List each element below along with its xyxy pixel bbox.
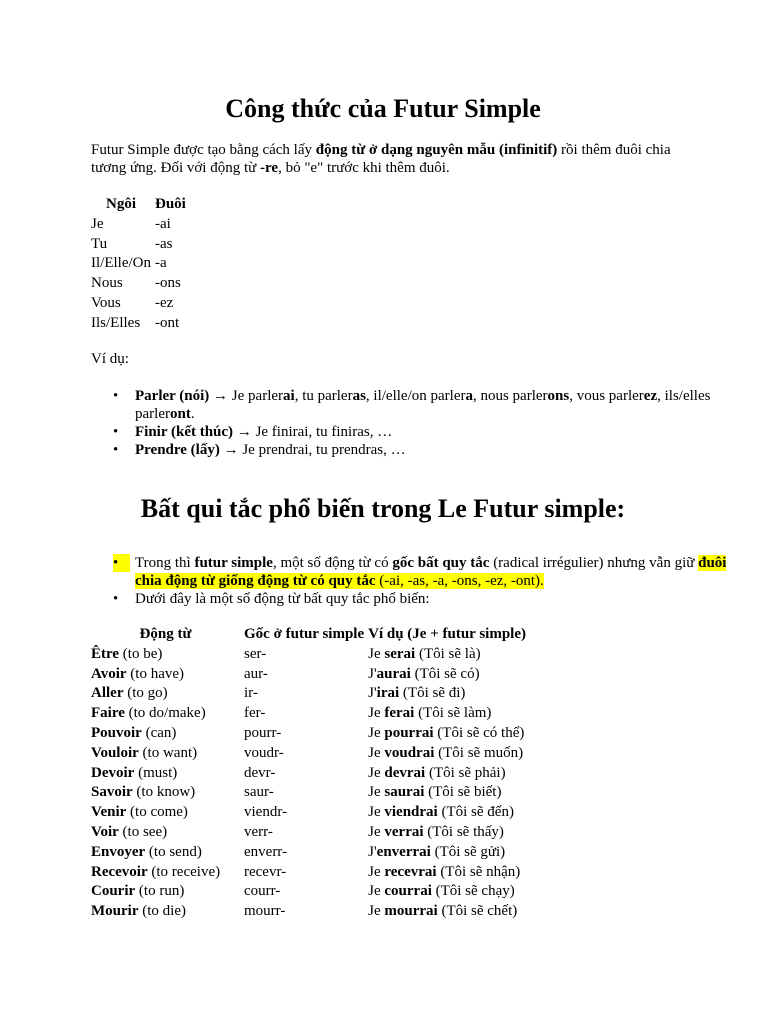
stem-cell: saur- (244, 784, 274, 801)
vietnamese-meaning: (Tôi sẽ chết) (437, 903, 518, 920)
verb-cell (89, 665, 242, 685)
table-row (89, 783, 528, 803)
verb-translation: (to be) (119, 645, 163, 662)
stem-cell: verr- (244, 823, 273, 840)
irregular-header-row (89, 625, 528, 645)
verb-infinitive: Courir (91, 883, 136, 900)
future-form: devrai (384, 764, 426, 781)
stem-cell: fer- (244, 705, 266, 722)
intro-text-3: , bỏ "e" trước khi thêm đuôi. (278, 160, 450, 176)
table-row (89, 314, 188, 334)
conjugated-ending: ont (169, 406, 191, 422)
period: . (190, 406, 195, 422)
verb-infinitive: Recevoir (91, 863, 148, 880)
table-row (89, 843, 528, 863)
verb-infinitive: Voir (91, 823, 119, 840)
pronoun: Je (368, 724, 385, 741)
pronoun: Je (368, 823, 385, 840)
future-form: serai (384, 645, 416, 662)
rule-text: , một số động từ có (272, 555, 393, 571)
intro-bold-2: -re (260, 160, 279, 176)
future-form: verrai (384, 823, 424, 840)
table-row (89, 902, 528, 922)
verb-translation: (to know) (132, 784, 196, 801)
pronoun: Je (368, 883, 385, 900)
table-row (89, 215, 188, 235)
example-verb: Prendre (lấy) (135, 442, 220, 458)
example-cell (366, 902, 528, 922)
verb-infinitive: Pouvoir (91, 724, 142, 741)
verb-cell (89, 764, 242, 784)
table-row (89, 665, 528, 685)
example-cell (366, 665, 528, 685)
verb-cell (89, 783, 242, 803)
verb-translation: (to do/make) (124, 705, 206, 722)
stem-cell: aur- (244, 665, 268, 682)
list-item: • Dưới đây là một số động từ bất quy tắc phổ biến: (135, 590, 735, 608)
example-verb: Parler (nói) (135, 388, 210, 404)
vietnamese-meaning: (Tôi sẽ là) (415, 645, 481, 662)
conjugated-ending: ai (283, 388, 295, 404)
example-cell (366, 684, 528, 704)
intro-bold-1: động từ ở dạng nguyên mẫu (infinitif) (315, 142, 558, 158)
page-title: Công thức của Futur Simple (225, 94, 541, 123)
pronoun: Je (368, 804, 385, 821)
pronoun: J' (368, 665, 377, 682)
verb-translation: (to have) (126, 665, 185, 682)
stem-cell: recevr- (244, 863, 287, 880)
future-form: mourrai (384, 903, 438, 920)
conjugated-stem: , ils/elles parler (135, 388, 711, 422)
conjugation-table (89, 195, 188, 334)
conjugation-body (89, 215, 188, 334)
example-verb: Finir (kết thúc) (135, 424, 234, 440)
rule-text: (-ai, -as, -a, -ons, -ez, -ont). (375, 573, 544, 589)
verb-cell (89, 843, 242, 863)
vietnamese-meaning: (Tôi sẽ muốn) (434, 744, 524, 761)
stem-cell: pourr- (244, 724, 282, 741)
pronoun: J' (368, 685, 377, 702)
vietnamese-meaning: (Tôi sẽ làm) (414, 705, 492, 722)
irregular-body (89, 645, 528, 922)
table-row (89, 684, 528, 704)
header-stem: Gốc ở futur simple (244, 626, 365, 642)
verb-cell (89, 744, 242, 764)
vietnamese-meaning: (Tôi sẽ đến) (437, 804, 514, 821)
irregular-verbs-table (89, 625, 528, 922)
pronoun: Je (368, 645, 385, 662)
table-row (89, 882, 528, 902)
rule-bold: gốc bất quy tắc (392, 555, 490, 571)
table-row (89, 254, 188, 274)
future-form: enverrai (376, 843, 431, 860)
verb-infinitive: Aller (91, 685, 124, 702)
list-item (135, 423, 725, 441)
conjugated-stem: , tu parler (294, 388, 353, 404)
example-cell (366, 882, 528, 902)
table-row (89, 863, 528, 883)
example-cell (366, 843, 528, 863)
table-row (89, 704, 528, 724)
section-title: Bất qui tắc phổ biến trong Le Futur simple: (140, 494, 626, 523)
table-row (89, 744, 528, 764)
rule-list (91, 554, 735, 608)
person-cell: Je (91, 215, 104, 232)
example-cell (366, 823, 528, 843)
rule-bold: futur simple (194, 555, 273, 571)
verb-infinitive: Devoir (91, 764, 135, 781)
pronoun: Je (368, 903, 385, 920)
table-row (89, 645, 528, 665)
pronoun: Je (368, 784, 385, 801)
vietnamese-meaning: (Tôi sẽ thấy) (423, 823, 504, 840)
pronoun: Je (368, 744, 385, 761)
future-form: viendrai (384, 804, 438, 821)
list-item (135, 387, 725, 423)
table-row (89, 803, 528, 823)
conjugated-stem: Je parler (231, 388, 284, 404)
conjugated-ending: a (465, 388, 473, 404)
table-row (89, 764, 528, 784)
verb-cell (89, 645, 242, 665)
example-cell (366, 764, 528, 784)
future-form: courrai (384, 883, 432, 900)
verb-cell (89, 803, 242, 823)
verb-translation: (to go) (123, 685, 168, 702)
example-cell (366, 724, 528, 744)
future-form: saurai (384, 784, 425, 801)
vietnamese-meaning: (Tôi sẽ chạy) (431, 883, 515, 900)
verb-infinitive: Faire (91, 705, 125, 722)
table-row (89, 235, 188, 255)
future-form: irai (376, 685, 400, 702)
stem-cell: enverr- (244, 843, 288, 860)
vietnamese-meaning: (Tôi sẽ đi) (399, 685, 466, 702)
stem-cell: courr- (244, 883, 281, 900)
stem-cell: ser- (244, 645, 267, 662)
header-ending: Đuôi (155, 196, 186, 212)
intro-paragraph (91, 141, 681, 177)
arrow: → (233, 424, 256, 440)
conjugated-ending: ez (643, 388, 658, 404)
future-form: ferai (384, 705, 415, 722)
verb-translation: (must) (134, 764, 178, 781)
verb-cell (89, 882, 242, 902)
person-cell: Nous (91, 275, 123, 292)
conjugation-header-row (89, 195, 188, 215)
intro-text-2: rồi thêm đuôi chia tương ứng. Đối với động từ (91, 142, 671, 176)
arrow: → (219, 442, 243, 458)
list-item (135, 441, 725, 459)
example-label: Ví dụ: (91, 351, 129, 367)
verb-translation: (to receive) (147, 863, 221, 880)
verb-translation: (to send) (145, 843, 202, 860)
vietnamese-meaning: (Tôi sẽ phải) (425, 764, 506, 781)
ending-cell: -ont (155, 314, 180, 331)
conjugated-ending: ons (547, 388, 570, 404)
ending-cell: -ez (155, 294, 174, 311)
rule-text: Trong thì (135, 555, 195, 571)
arrow: → (209, 388, 232, 404)
example-cell (366, 803, 528, 823)
example-cell (366, 645, 528, 665)
verb-infinitive: Savoir (91, 784, 133, 801)
verb-infinitive: Mourir (91, 903, 139, 920)
vietnamese-meaning: (Tôi sẽ biết) (424, 784, 502, 801)
rule-text: (radical irrégulier) nhưng vẫn giữ (489, 555, 699, 571)
ending-cell: -ai (155, 215, 171, 232)
list-item (135, 554, 735, 590)
example-cell (366, 704, 528, 724)
table-row (89, 294, 188, 314)
conjugated-ending: as (352, 388, 366, 404)
vietnamese-meaning: (Tôi sẽ nhận) (436, 863, 521, 880)
verb-cell (89, 863, 242, 883)
stem-cell: mourr- (244, 903, 286, 920)
verb-translation: (to come) (126, 804, 188, 821)
person-cell: Il/Elle/On (91, 255, 151, 272)
example-list (91, 387, 725, 459)
vietnamese-meaning: (Tôi sẽ có thể) (433, 724, 525, 741)
verb-cell (89, 704, 242, 724)
verb-cell (89, 684, 242, 704)
future-form: voudrai (384, 744, 435, 761)
pronoun: Je (368, 863, 385, 880)
example-conjugation: Je prendrai, tu prendras, … (242, 442, 406, 458)
verb-cell (89, 724, 242, 744)
table-row (89, 274, 188, 294)
stem-cell: ir- (244, 685, 258, 702)
verb-infinitive: Avoir (91, 665, 127, 682)
person-cell: Tu (91, 235, 108, 252)
pronoun: Je (368, 705, 385, 722)
vietnamese-meaning: (Tôi sẽ gửi) (430, 843, 506, 860)
future-form: recevrai (384, 863, 437, 880)
person-cell: Ils/Elles (91, 314, 141, 331)
example-cell (366, 783, 528, 803)
stem-cell: voudr- (244, 744, 284, 761)
stem-cell: devr- (244, 764, 276, 781)
ending-cell: -a (155, 255, 167, 272)
intro-text-1: Futur Simple được tạo bằng cách lấy (91, 142, 316, 158)
pronoun: Je (368, 764, 385, 781)
example-cell (366, 863, 528, 883)
example-conjugation: Je finirai, tu finiras, … (255, 424, 393, 440)
stem-cell: viendr- (244, 804, 288, 821)
verb-translation: (to die) (138, 903, 186, 920)
verb-cell (89, 902, 242, 922)
conjugated-stem: , il/elle/on parler (365, 388, 466, 404)
conjugated-stem: , nous parler (472, 388, 548, 404)
verb-translation: (to run) (135, 883, 185, 900)
verb-infinitive: Envoyer (91, 843, 146, 860)
vietnamese-meaning: (Tôi sẽ có) (410, 665, 480, 682)
verb-translation: (to see) (118, 823, 168, 840)
header-verb: Động từ (139, 626, 192, 642)
verb-infinitive: Être (91, 645, 120, 662)
rule-bold: đuôi chia động từ giống động từ có quy tắc (135, 555, 727, 589)
table-row (89, 823, 528, 843)
header-person: Ngôi (106, 196, 136, 212)
verb-translation: (to want) (138, 744, 198, 761)
conjugated-stem: , vous parler (569, 388, 644, 404)
ending-cell: -as (155, 235, 173, 252)
table-row (89, 724, 528, 744)
header-example: Ví dụ (Je + futur simple) (368, 626, 526, 642)
example-cell (366, 744, 528, 764)
verb-translation: (can) (141, 724, 177, 741)
person-cell: Vous (91, 294, 121, 311)
ending-cell: -ons (155, 275, 181, 292)
future-form: aurai (376, 665, 411, 682)
pronoun: J' (368, 843, 377, 860)
verb-infinitive: Vouloir (91, 744, 139, 761)
verb-infinitive: Venir (91, 804, 127, 821)
future-form: pourrai (384, 724, 434, 741)
verb-cell (89, 823, 242, 843)
